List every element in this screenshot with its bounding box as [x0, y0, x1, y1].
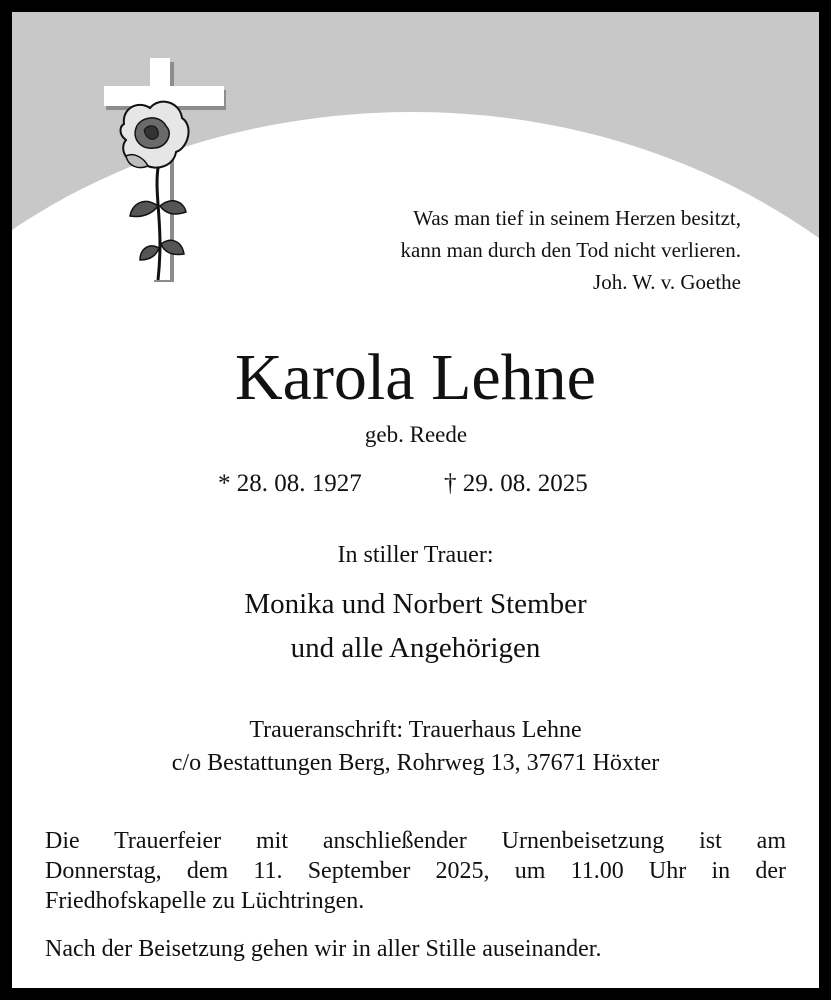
death-date: † 29. 08. 2025 — [444, 470, 588, 497]
ceremony-details — [45, 826, 786, 916]
mourner-line: und alle Angehörigen — [290, 632, 541, 664]
quote-line: Was man tief in seinem Herzen besitzt, — [413, 206, 741, 230]
mourning-address — [12, 714, 819, 780]
address-line: c/o Bestattungen Berg, Rohrweg 13, 37671 Höxter — [171, 750, 660, 776]
mourning-label: In stiller Trauer: — [337, 542, 494, 568]
deceased-name: Karola Lehne — [235, 341, 596, 414]
ceremony-line: Friedhofskapelle zu Lüchtringen. — [45, 888, 365, 914]
quote-author: Joh. W. v. Goethe — [593, 270, 741, 294]
mourner-line: Monika und Norbert Stember — [244, 588, 587, 620]
birth-name: geb. Reede — [364, 422, 468, 447]
ceremony-line: Die Trauerfeier mit anschließender Urnenbeisetzung ist am — [45, 828, 786, 854]
cross-with-rose-icon — [104, 56, 236, 284]
goethe-quote — [401, 202, 741, 298]
quote-line: kann man durch den Tod nicht verlieren. — [400, 238, 741, 262]
birth-date: * 28. 08. 1927 — [218, 470, 362, 497]
mourners — [12, 582, 819, 670]
address-line: Traueranschrift: Trauerhaus Lehne — [249, 717, 582, 743]
ceremony-line: Donnerstag, dem 11. September 2025, um 11.00 Uhr in der — [45, 858, 786, 884]
closing-note: Nach der Beisetzung gehen wir in aller Stille auseinander. — [45, 936, 602, 962]
